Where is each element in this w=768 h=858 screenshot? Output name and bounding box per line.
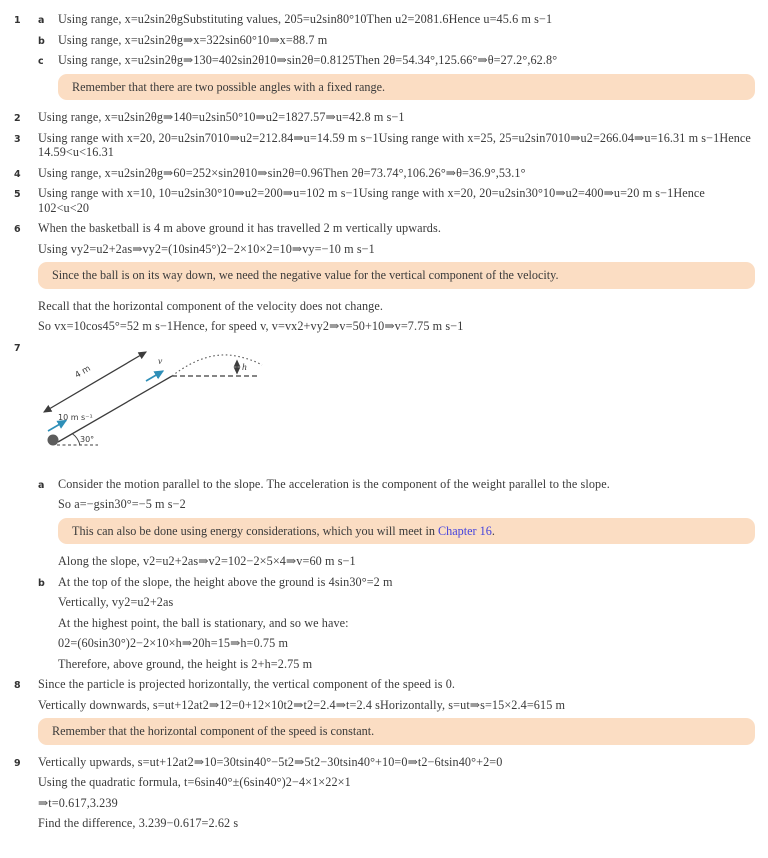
solution-line: When the basketball is 4 m above ground it has travelled 2 m vertically upwards. [38, 221, 441, 235]
hint-callout: Remember that the horizontal component of the speed is constant. [38, 718, 755, 745]
item-number: 5 [14, 189, 21, 200]
solution-item-7 [14, 340, 755, 678]
solution-line: Using the quadratic formula, t=6sin40°±(6sin40°)2−4×1×22×1 [38, 775, 351, 789]
solution-line: Consider the motion parallel to the slope. The acceleration is the component of the weight parallel to the slope. [58, 476, 610, 491]
item-number: 4 [14, 168, 21, 180]
solution-line: Using range, x=u2sin2θg⇒130=402sin2θ10⇒sin2θ=0.8125Then 2θ=54.34°,125.66°⇒θ=27.2°,62.8° [58, 53, 558, 67]
item-number: 2 [14, 113, 21, 124]
solution-line: Recall that the horizontal component of the velocity does not change. [38, 298, 383, 313]
solution-line: Since the particle is projected horizontally, the vertical component of the speed is 0. [38, 677, 456, 691]
solution-line: Using range with x=10, 10=u2sin30°10⇒u2=200⇒u=102 m s−1Using range with x=20, 20=u2sin30°10⇒u2=400⇒u=20 m s−1Hence 102<u<20 [38, 186, 705, 215]
solution-item-8 [14, 677, 755, 755]
initial-speed-arrow [48, 420, 66, 431]
item-number: 6 [14, 224, 21, 235]
solution-line: Using vy2=u2+2as⇒vy2=(10sin45°)2−2×10×2=10⇒vy=−10 m s−1 [38, 241, 375, 256]
item-number: 1 [14, 15, 21, 26]
solution-line: Along the slope, v2=u2+2as⇒v2=102−2×5×4⇒v=60 m s−1 [58, 554, 356, 568]
solution-line: 02=(60sin30°)2−2×10×h⇒20h=15⇒h=0.75 m [58, 636, 289, 650]
solution-item-6 [14, 221, 755, 340]
subitem-letter: b [38, 577, 45, 589]
solution-item-4 [14, 166, 755, 187]
item-number: 3 [14, 133, 21, 145]
solution-item-1 [14, 12, 755, 110]
subitem-1c [38, 53, 755, 110]
angle-arc [72, 433, 80, 445]
item-number: 7 [14, 342, 21, 354]
solution-line: At the top of the slope, the height above the ground is 4sin30°=2 m [58, 574, 393, 589]
subitem-letter: a [38, 15, 45, 26]
solution-line: Therefore, above ground, the height is 2+h=2.75 m [58, 656, 313, 671]
velocity-label: v [158, 356, 163, 367]
ball [48, 434, 59, 445]
distance-label: 4 m [73, 363, 93, 381]
distance-arrow [44, 352, 146, 412]
projectile-slope-diagram [36, 340, 755, 471]
slope-line [58, 376, 172, 442]
chapter-16-link[interactable]: Chapter 16 [438, 523, 492, 538]
hint-text: This can also be done using energy considerations, which you will meet in [72, 523, 438, 538]
solution-line: Find the difference, 3.239−0.617=2.62 s [38, 816, 239, 830]
angle-label: 30° [80, 434, 95, 444]
solution-line: Using range, x=u2sin2θgSubstituting values, 205=u2sin80°10Then u2=2081.6Hence u=45.6 m s−1 [58, 12, 553, 26]
solution-line: Vertically downwards, s=ut+12at2⇒12=0+12×10t2⇒t2=2.4⇒t=2.4 sHorizontally, s=ut⇒s=15×2.4=615 m [38, 697, 566, 712]
solution-line: ⇒t=0.617,3.239 [38, 795, 118, 810]
trajectory-dotted-curve [172, 354, 262, 375]
subitem-1b [38, 33, 755, 54]
solution-line: So vx=10cos45°=52 m s−1Hence, for speed v, v=vx2+vy2⇒v=50+10⇒v=7.75 m s−1 [38, 319, 464, 333]
subitem-7b [38, 575, 755, 678]
solution-line: Using range with x=20, 20=u2sin7010⇒u2=212.84⇒u=14.59 m s−1Using range with x=25, 25=u2sin7010⇒u2=266.04⇒u=16.31 m s−1Hence 14.59<u<16.31 [38, 130, 751, 159]
solution-line: Vertically upwards, s=ut+12at2⇒10=30tsin40°−5t2⇒5t2−30tsin40°+10=0⇒t2−6tsin40°+2=0 [38, 754, 503, 769]
solution-line: Using range, x=u2sin2θg⇒60=252×sin2θ10⇒sin2θ=0.96Then 2θ=73.74°,106.26°⇒θ=36.9°,53.1° [38, 165, 526, 180]
subitem-7a [38, 477, 755, 575]
solution-item-5 [14, 186, 755, 221]
initial-speed-label: 10 m s⁻¹ [58, 412, 93, 422]
hint-callout [58, 518, 755, 545]
solution-line: Vertically, vy2=u2+2as [58, 595, 174, 609]
subitem-1a [38, 12, 755, 33]
velocity-arrow [146, 371, 163, 381]
subitem-letter: b [38, 35, 45, 47]
solution-item-3 [14, 131, 755, 166]
hint-text: . [491, 523, 495, 538]
subitem-letter: c [38, 56, 44, 67]
height-label: h [242, 362, 247, 373]
item-number: 8 [14, 680, 21, 691]
solution-item-2 [14, 110, 755, 131]
hint-callout: Remember that there are two possible angles with a fixed range. [58, 74, 755, 101]
hint-callout: Since the ball is on its way down, we need the negative value for the vertical component of the velocity. [38, 262, 755, 289]
solution-item-9 [14, 755, 755, 837]
solution-line: Using range, x=u2sin2θg⇒140=u2sin50°10⇒u2=1827.57⇒u=42.8 m s−1 [38, 110, 405, 124]
solution-line: Using range, x=u2sin2θg⇒x=322sin60°10⇒x=88.7 m [58, 32, 328, 47]
subitem-letter: a [38, 479, 45, 491]
item-number: 9 [14, 757, 21, 769]
solution-line: At the highest point, the ball is stationary, and so we have: [58, 615, 349, 630]
solution-line: So a=−gsin30°=−5 m s−2 [58, 497, 186, 511]
